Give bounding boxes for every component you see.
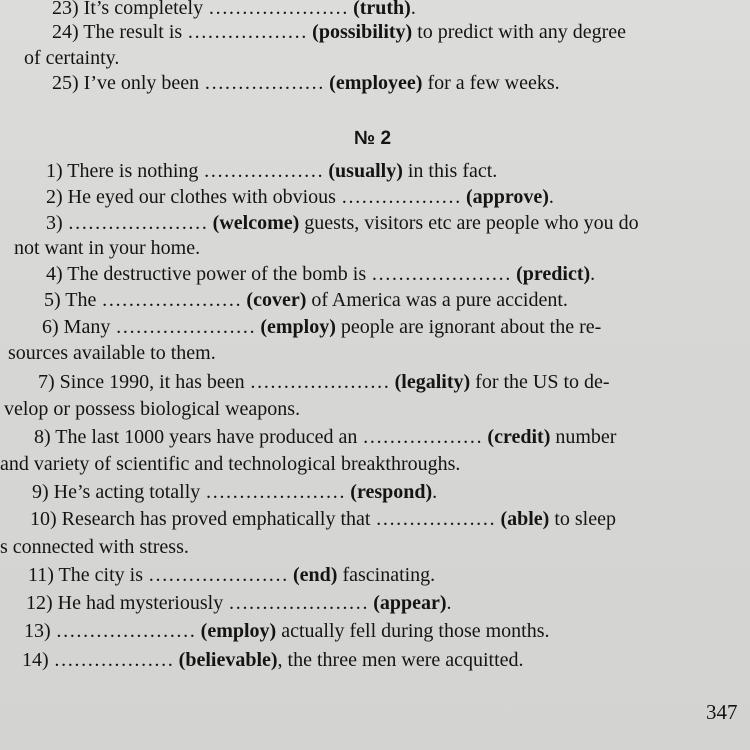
line-text: . xyxy=(410,0,416,19)
prev-item-23 xyxy=(52,0,416,20)
word-cue: (legality) xyxy=(394,371,471,393)
line-text: not want in your home. xyxy=(14,237,201,259)
line-text: . xyxy=(548,186,554,208)
line-text: 9) He’s acting totally ………………… xyxy=(32,481,351,503)
word-cue: (employ) xyxy=(200,620,277,642)
item-6-continued xyxy=(8,341,216,365)
item-4 xyxy=(46,262,595,286)
item-8-continued xyxy=(0,452,460,476)
item-8 xyxy=(34,425,616,449)
line-text: to sleep xyxy=(549,508,616,530)
word-cue: (possibility) xyxy=(312,21,413,43)
item-9 xyxy=(32,480,437,504)
word-cue: (credit) xyxy=(487,426,551,448)
line-text: sources available to them. xyxy=(8,342,216,364)
line-text: for a few weeks. xyxy=(422,72,560,94)
line-text: of certainty. xyxy=(24,47,120,69)
word-cue: (truth) xyxy=(353,0,411,19)
line-text: 1) There is nothing ……………… xyxy=(46,160,329,182)
line-text: 25) I’ve only been ……………… xyxy=(52,72,330,94)
word-cue: (employee) xyxy=(329,72,423,94)
word-cue: (able) xyxy=(500,508,550,530)
line-text: 12) He had mysteriously ………………… xyxy=(26,592,374,614)
line-text: in this fact. xyxy=(402,160,498,182)
word-cue: (employ) xyxy=(260,316,336,338)
item-7-continued xyxy=(4,397,300,421)
line-text: s connected with stress. xyxy=(0,536,189,558)
item-10 xyxy=(30,507,616,531)
line-text: 11) The city is ………………… xyxy=(28,564,293,586)
line-text: people are ignorant about the re- xyxy=(335,316,602,338)
item-11 xyxy=(28,563,435,587)
item-10-continued xyxy=(0,535,189,559)
line-text: , the three men were acquitted. xyxy=(277,649,524,671)
line-text: . xyxy=(446,592,452,614)
line-text: 6) Many ………………… xyxy=(42,316,261,338)
page-number: 347 xyxy=(706,700,738,724)
word-cue: (usually) xyxy=(328,160,403,182)
line-text: 2) He eyed our clothes with obvious ……………… xyxy=(46,186,466,208)
line-text: 13) ………………… xyxy=(24,620,201,642)
word-cue: (welcome) xyxy=(212,212,300,234)
item-6 xyxy=(42,315,601,339)
item-2 xyxy=(46,185,554,209)
line-text: 24) The result is ……………… xyxy=(52,21,313,43)
item-3 xyxy=(46,211,639,235)
item-13 xyxy=(24,619,550,643)
item-12 xyxy=(26,591,452,615)
item-5 xyxy=(44,288,568,312)
word-cue: (cover) xyxy=(246,289,307,311)
word-cue: (end) xyxy=(292,564,338,586)
line-text: . xyxy=(432,481,438,503)
line-text: actually fell during those months. xyxy=(276,620,550,642)
line-text: 3) ………………… xyxy=(46,212,213,234)
line-text: 5) The ………………… xyxy=(44,289,247,311)
prev-item-24 xyxy=(52,20,626,44)
exercise-heading: № 2 xyxy=(354,128,392,149)
line-text: 14) ……………… xyxy=(22,649,179,671)
line-text: 23) It’s completely ………………… xyxy=(52,0,354,19)
line-text: of America was a pure accident. xyxy=(306,289,568,311)
line-text: guests, visitors etc are people who you do xyxy=(299,212,639,234)
line-text: velop or possess biological weapons. xyxy=(4,398,301,420)
line-text: . xyxy=(590,263,596,285)
line-text: fascinating. xyxy=(337,564,436,586)
line-text: number xyxy=(550,426,617,448)
line-text: 7) Since 1990, it has been ………………… xyxy=(38,371,395,393)
line-text: 8) The last 1000 years have produced an ……………… xyxy=(34,426,488,448)
item-14 xyxy=(22,648,524,672)
word-cue: (predict) xyxy=(516,263,591,285)
prev-item-25 xyxy=(52,71,560,95)
line-text: 4) The destructive power of the bomb is ………………… xyxy=(46,263,517,285)
line-text: and variety of scientific and technological breakthroughs. xyxy=(0,453,461,475)
item-7 xyxy=(38,370,610,394)
word-cue: (approve) xyxy=(465,186,549,208)
prev-item-24-continued xyxy=(24,46,119,70)
item-1 xyxy=(46,159,497,183)
line-text: for the US to de- xyxy=(470,371,610,393)
word-cue: (appear) xyxy=(373,592,447,614)
line-text: 10) Research has proved emphatically that ……………… xyxy=(30,508,501,530)
word-cue: (respond) xyxy=(350,481,433,503)
item-3-continued xyxy=(14,236,200,260)
word-cue: (believable) xyxy=(178,649,278,671)
line-text: to predict with any degree xyxy=(412,21,627,43)
